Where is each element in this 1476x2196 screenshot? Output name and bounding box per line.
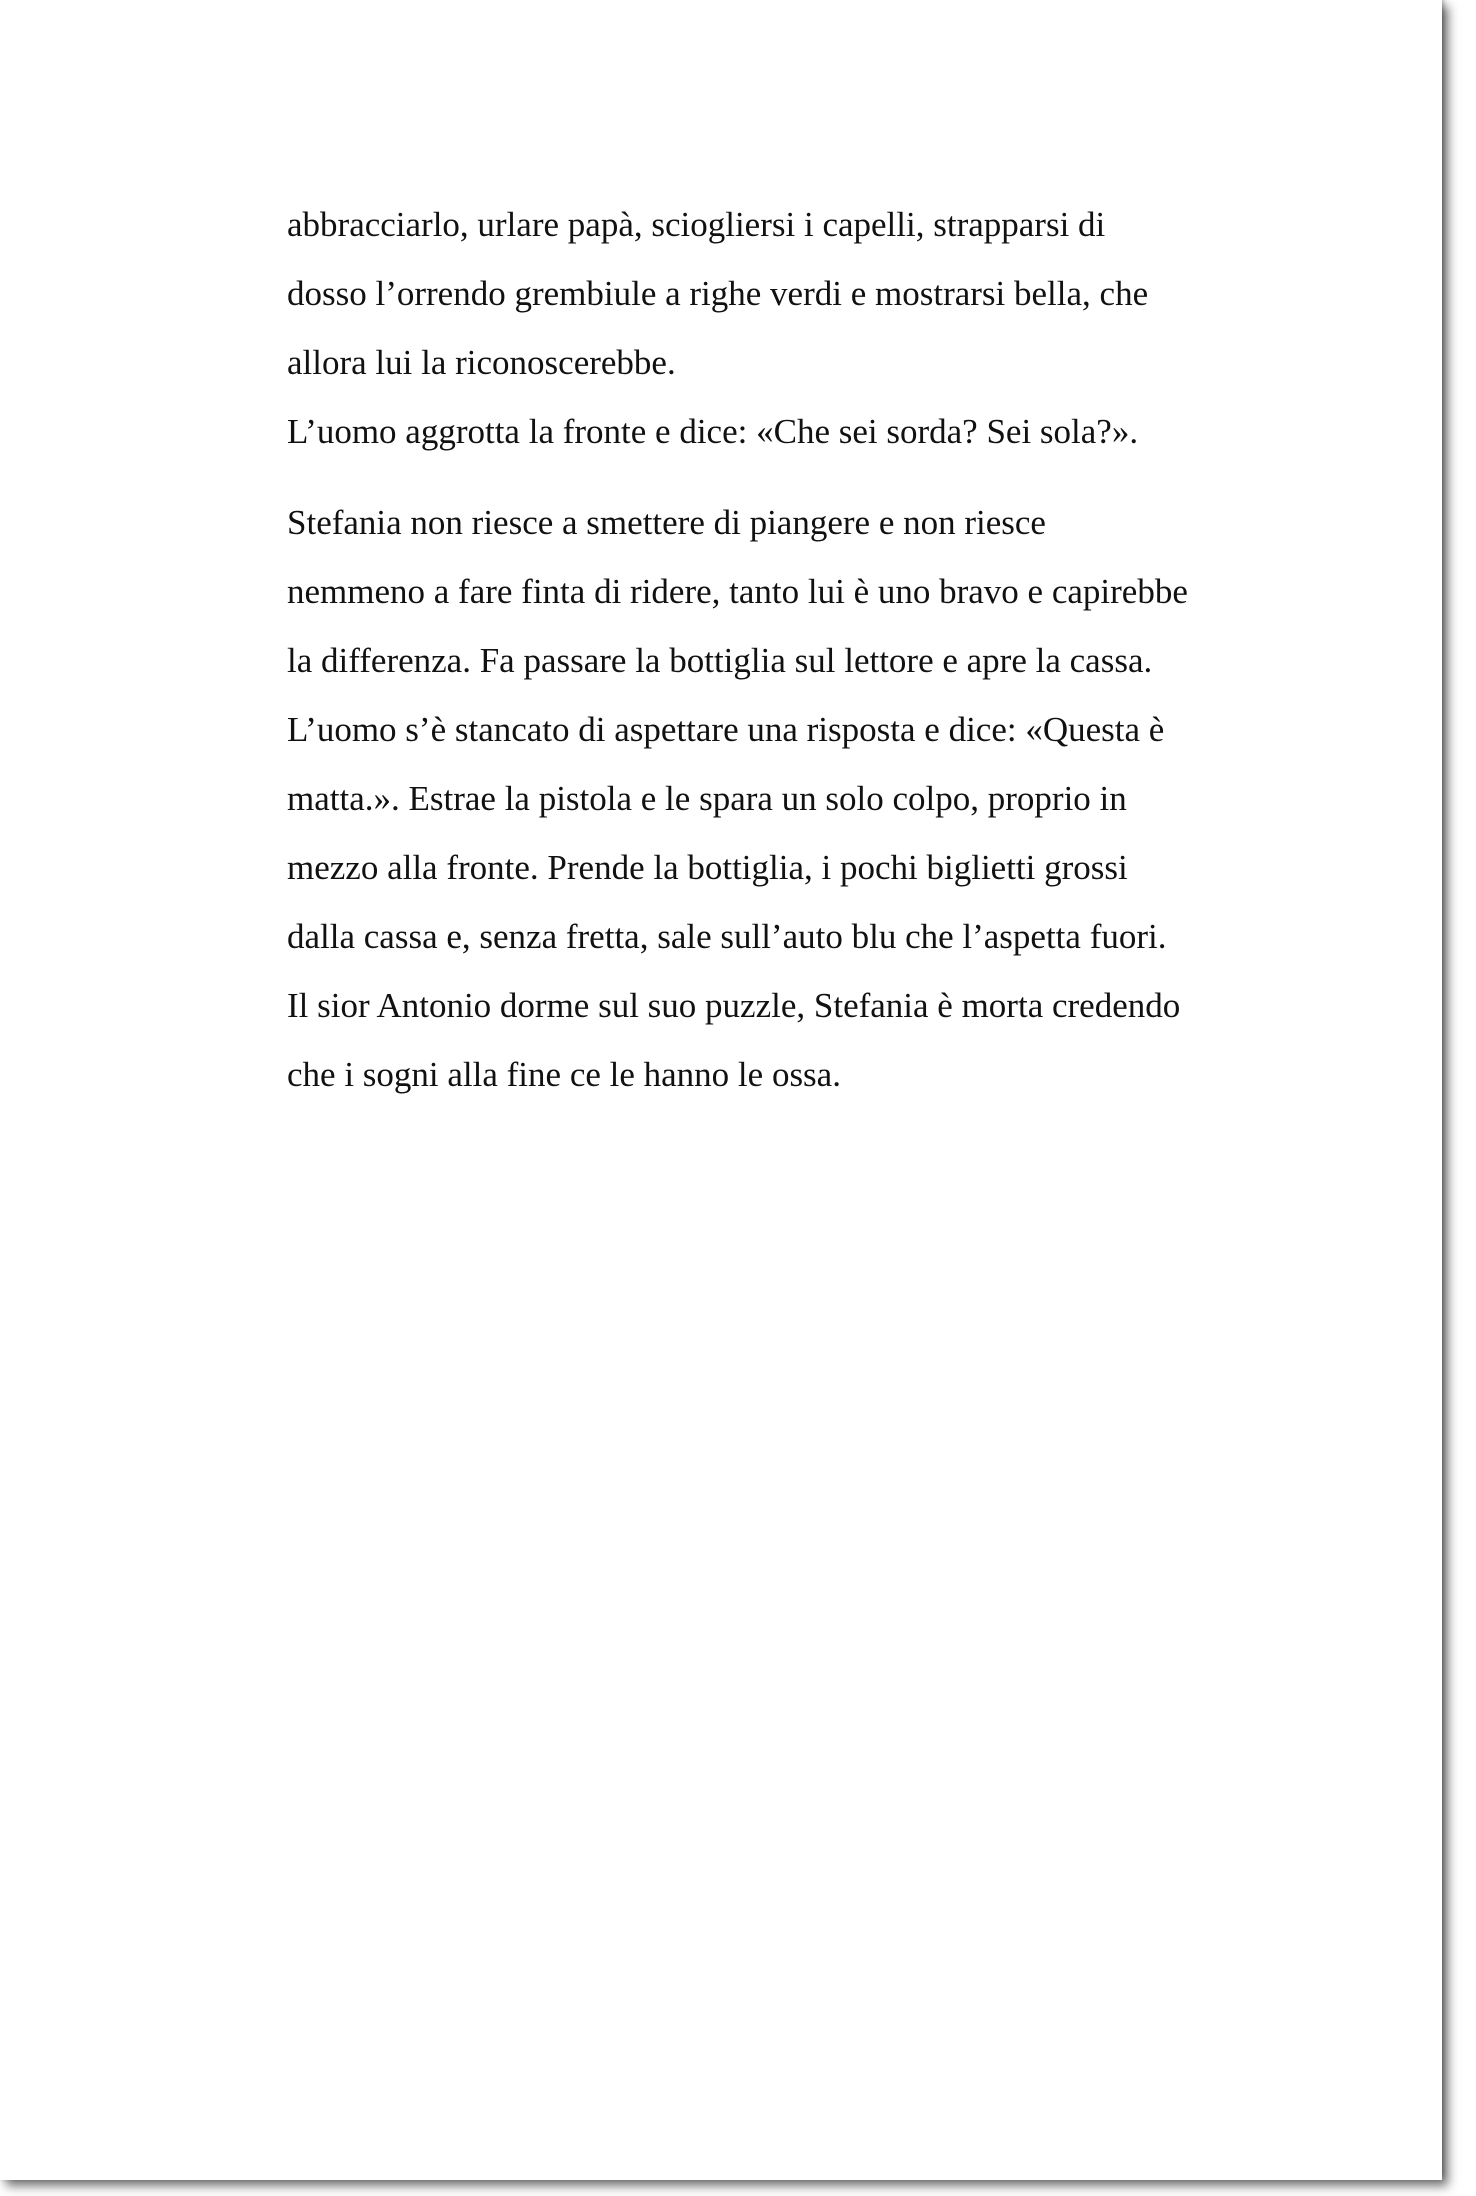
- paragraph-spacer: [287, 466, 1347, 488]
- text-line: Stefania non riesce a smettere di piangere e non riesce: [287, 503, 1046, 542]
- text-line: abbracciarlo, urlare papà, sciogliersi i capelli, strapparsi di: [287, 205, 1106, 244]
- text-line: nemmeno a fare finta di ridere, tanto lui è uno bravo e capirebbe: [287, 572, 1188, 611]
- text-line: dosso l’orrendo grembiule a righe verdi e mostrarsi bella, che: [287, 274, 1149, 313]
- paragraph-2: [287, 488, 1347, 1109]
- text-line: la differenza. Fa passare la bottiglia sul lettore e apre la cassa.: [287, 641, 1153, 680]
- text-line: Il sior Antonio dorme sul suo puzzle, Stefania è morta credendo: [287, 986, 1181, 1025]
- paragraph-1: [287, 190, 1347, 466]
- text-line: che i sogni alla fine ce le hanno le ossa.: [287, 1055, 841, 1094]
- text-line: matta.». Estrae la pistola e le spara un solo colpo, proprio in: [287, 779, 1127, 818]
- text-line: mezzo alla fronte. Prende la bottiglia, i pochi biglietti grossi: [287, 848, 1128, 887]
- text-line: L’uomo s’è stancato di aspettare una risposta e dice: «Questa è: [287, 710, 1165, 749]
- text-line: L’uomo aggrotta la fronte e dice: «Che sei sorda? Sei sola?».: [287, 412, 1139, 451]
- text-line: allora lui la riconoscerebbe.: [287, 343, 676, 382]
- text-line: dalla cassa e, senza fretta, sale sull’auto blu che l’aspetta fuori.: [287, 917, 1167, 956]
- text-body: [287, 190, 1347, 1109]
